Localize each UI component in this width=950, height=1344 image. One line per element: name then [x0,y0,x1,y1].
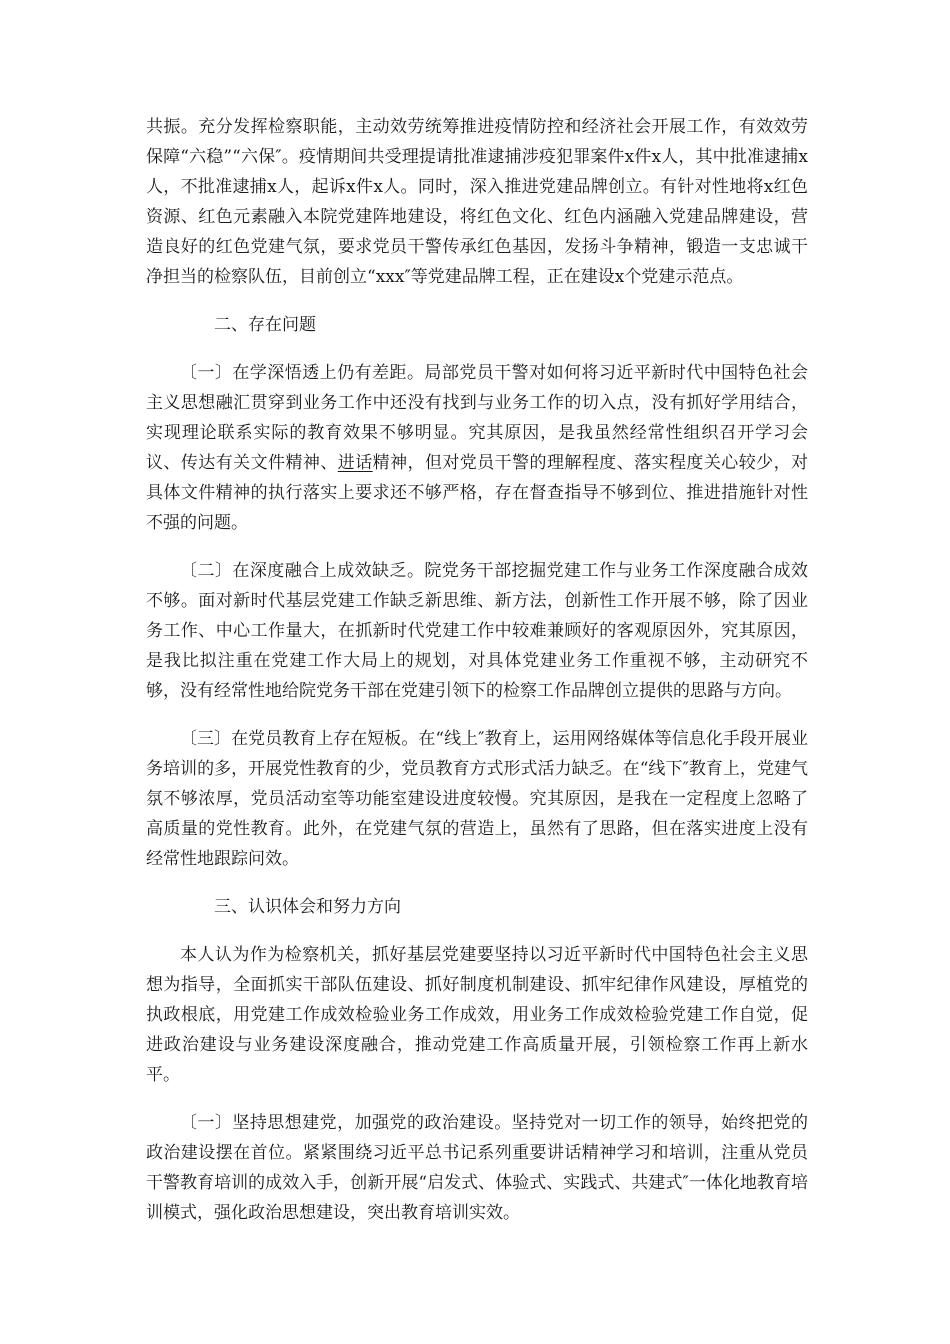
section-heading-problems: 二、存在问题 [214,315,316,335]
problem-1-text-end: 精神，但对党员干警的理解程度、落实程度关心较少，对具体文件精神的执行落实上要求还不够严格，存在督查指导不够到位、推进措施针对性不强的问题。 [146,453,809,533]
paragraph-problem-1 [146,358,808,538]
paragraph-problem-2: 〔二〕在深度融合上成效缺乏。院党务干部挖掘党建工作与业务工作深度融合成效不够。面对新时代基层党建工作缺乏新思维、新方法，创新性工作开展不够，除了因业务工作、中心工作量大，在抓新时代党建工作中较难兼顾好的客观原因外，究其原因，是我比拟注重在党建工作大局上的规划，对具体党建业务工作重视不够，主动研究不够，没有经常性地给院党务干部在党建引领下的检察工作品牌创立提供的思路与方向。 [146,561,808,701]
section-heading-direction: 三、认识体会和努力方向 [214,897,401,917]
problem-1-text-start: 〔一〕在学深悟透上仍有差距。局部党员干警对如何将习近平新时代中国特色社会主义思想融汇贯穿到业务工作中还没有找到与业务工作的切入点，没有抓好学用结合，实现理论联系实际的教育效果不够明显。究其原因，是我虽然经常性组织召开学习会议、传达有关文件精神、 [146,363,808,473]
document-page [146,112,808,1228]
paragraph-continuation: 共振。充分发挥检察职能，主动效劳统筹推进疫情防控和经济社会开展工作，有效效劳保障“六稳”“六保″。疫情期间共受理提请批准逮捕涉疫犯罪案件x件x人，其中批准逮捕x人，不批准逮捕x人，起诉x件x人。同时，深入推进党建品牌创立。有针对性地将x红色资源、红色元素融入本院党建阵地建设，将红色文化、红色内涵融入党建品牌建设，营造良好的红色党建气氛，要求党员干警传承红色基因，发扬斗争精神，锻造一支忠诚干净担当的检察队伍，目前创立“xxx″等党建品牌工程，正在建设x个党建示范点。 [146,117,808,287]
paragraph-problem-3: 〔三〕在党员教育上存在短板。在“线上″教育上，运用网络媒体等信息化手段开展业务培训的多，开展党性教育的少，党员教育方式形式活力缺乏。在“线下″教育上，党建气氛不够浓厚，党员活动室等功能室建设进度较慢。究其原因，是我在一定程度上忽略了高质量的党性教育。此外，在党建气氛的营造上，虽然有了思路，但在落实进度上没有经常性地跟踪问效。 [146,729,808,869]
paragraph-direction-intro: 本人认为作为检察机关，抓好基层党建要坚持以习近平新时代中国特色社会主义思想为指导，全面抓实干部队伍建设、抓好制度机制建设、抓牢纪律作风建设，厚植党的执政根底，用党建工作成效检验业务工作成效，用业务工作成效检验党建工作自觉，促进政治建设与业务建设深度融合，推动党建工作高质量开展，引领检察工作再上新水平。 [146,945,808,1085]
paragraph-direction-1: 〔一〕坚持思想建党，加强党的政治建设。坚持党对一切工作的领导，始终把党的政治建设摆在首位。紧紧围绕习近平总书记系列重要讲话精神学习和培训，注重从党员干警教育培训的成效入手，创新开展“启发式、体验式、实践式、共建式″一体化地教育培训模式，强化政治思想建设，突出教育培训实效。 [146,1113,808,1223]
underlined-word: 进话 [337,453,373,473]
